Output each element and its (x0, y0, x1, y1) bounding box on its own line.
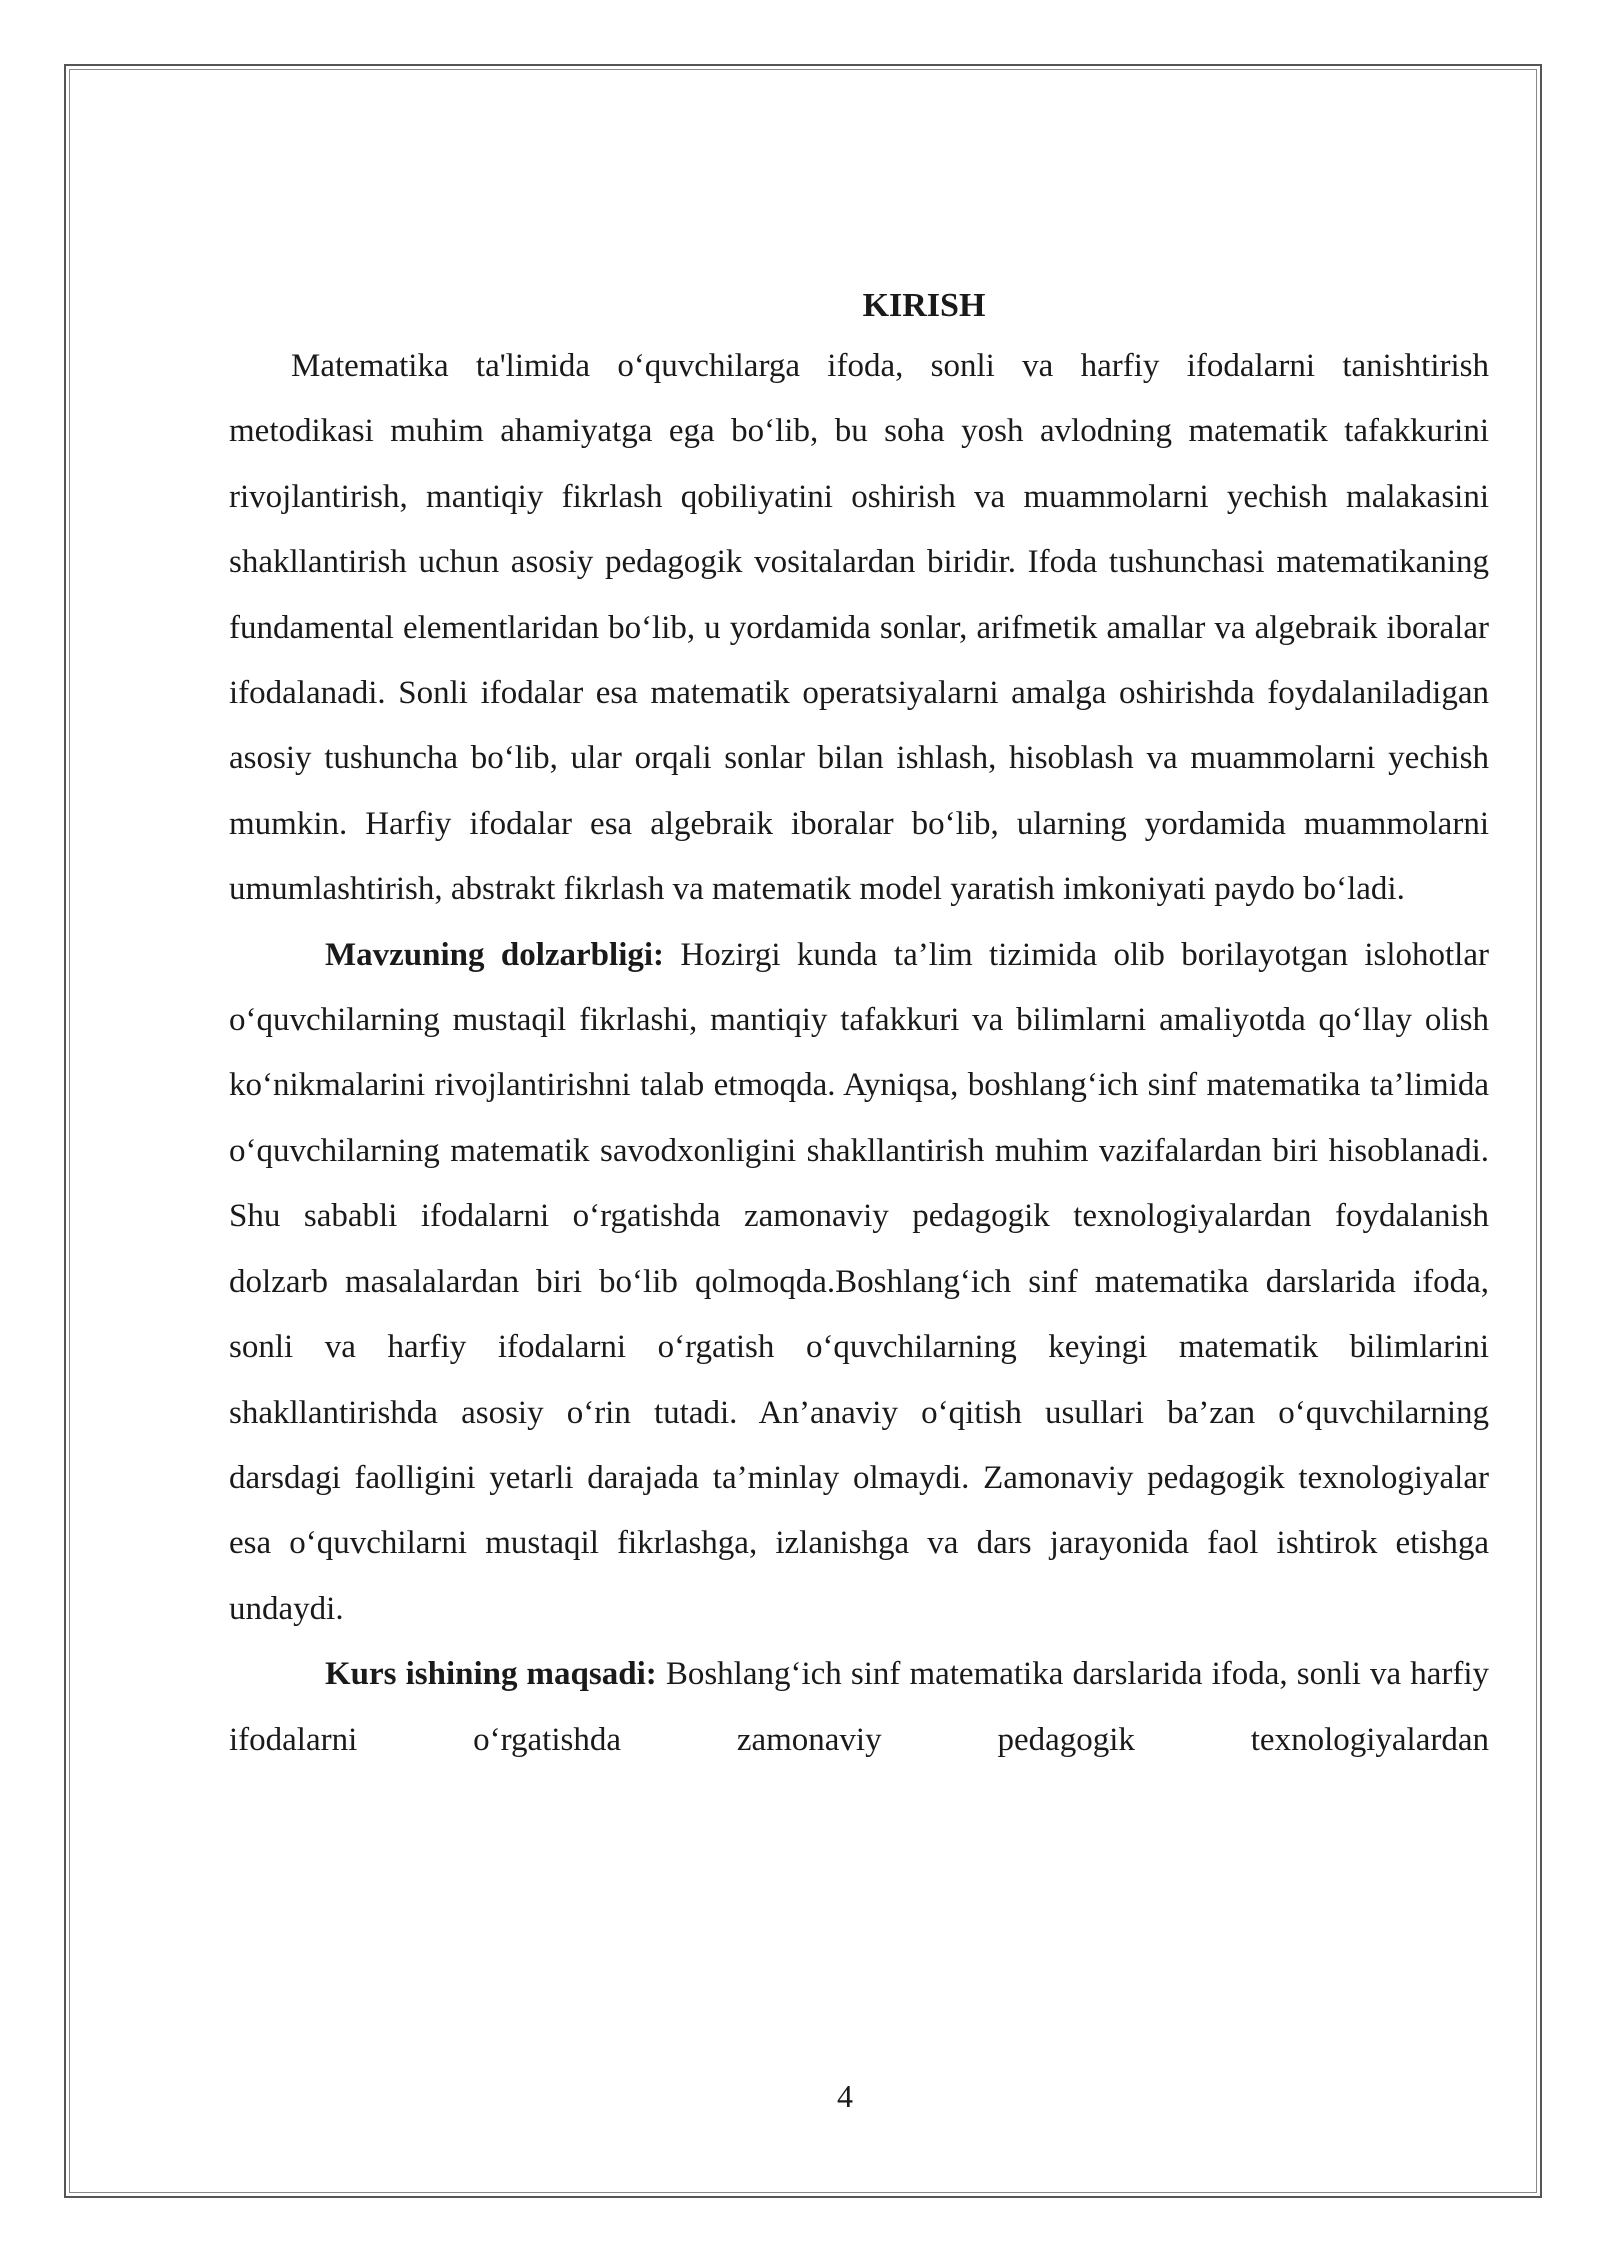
document-body (229, 280, 1489, 1773)
paragraph-purpose (229, 1642, 1489, 1773)
paragraph-relevance (229, 923, 1489, 1642)
paragraph-text: Matematika ta'limida o‘quvchilarga ifoda, sonli va harfiy ifodalarni tanishtirish metodikasi muhim ahamiyatga ega bo‘lib, bu soha yosh avlodning matematik tafakkurini rivojlantirish, mantiqiy fikrlash qobiliyatini oshirish va muammolarni yechish malakasini shakllantirish uchun asosiy pedagogik vositalardan biridir. Ifoda tushunchasi matematikaning fundamental elementlaridan bo‘lib, u yordamida sonlar, arifmetik amallar va algebraik iboralar ifodalanadi. Sonli ifodalar esa matematik operatsiyalarni amalga oshirishda foydalaniladigan asosiy tushuncha bo‘lib, ular orqali sonlar bilan ishlash, hisoblash va muammolarni yechish mumkin. Harfiy ifodalar esa algebraik iboralar bo‘lib, ularning yordamida muammolarni umumlashtirish, abstrakt fikrlash va matematik model yaratish imkoniyati paydo bo‘ladi. (229, 348, 1489, 908)
paragraph-introduction (229, 334, 1489, 923)
section-heading: KIRISH (862, 287, 986, 324)
page-number: 4 (837, 2078, 853, 2114)
paragraph-lead: Mavzuning dolzarbligi: (325, 936, 665, 973)
paragraph-text: Boshlang‘ich sinf matematika darslarida ifoda, sonli va harfiy ifodalarni o‘rgatishda zamonaviy pedagogik texnologiyalardan (229, 1656, 1489, 1758)
paragraph-text: Hozirgi kunda ta’lim tizimida olib borilayotgan islohotlar o‘quvchilarning mustaqil fikrlashi, mantiqiy tafakkuri va bilimlarni amaliyotda qo‘llay olish ko‘nikmalarini rivojlantirishni talab etmoqda. Ayniqsa, boshlang‘ich sinf matematika ta’limida o‘quvchilarning matematik savodxonligini shakllantirish muhim vazifalardan biri hisoblanadi. Shu sababli ifodalarni o‘rgatishda zamonaviy pedagogik texnologiyalardan foydalanish dolzarb masalalardan biri bo‘lib qolmoqda.Boshlang‘ich sinf matematika darslarida ifoda, sonli va harfiy ifodalarni o‘rgatish o‘quvchilarning keyingi matematik bilimlarini shakllantirishda asosiy o‘rin tutadi. An’anaviy o‘qitish usullari ba’zan o‘quvchilarning darsdagi faolligini yetarli darajada ta’minlay olmaydi. Zamonaviy pedagogik texnologiyalar esa o‘quvchilarni mustaqil fikrlashga, izlanishga va dars jarayonida faol ishtirok etishga undaydi. (229, 936, 1489, 1627)
paragraph-lead: Kurs ishining maqsadi: (325, 1656, 657, 1693)
